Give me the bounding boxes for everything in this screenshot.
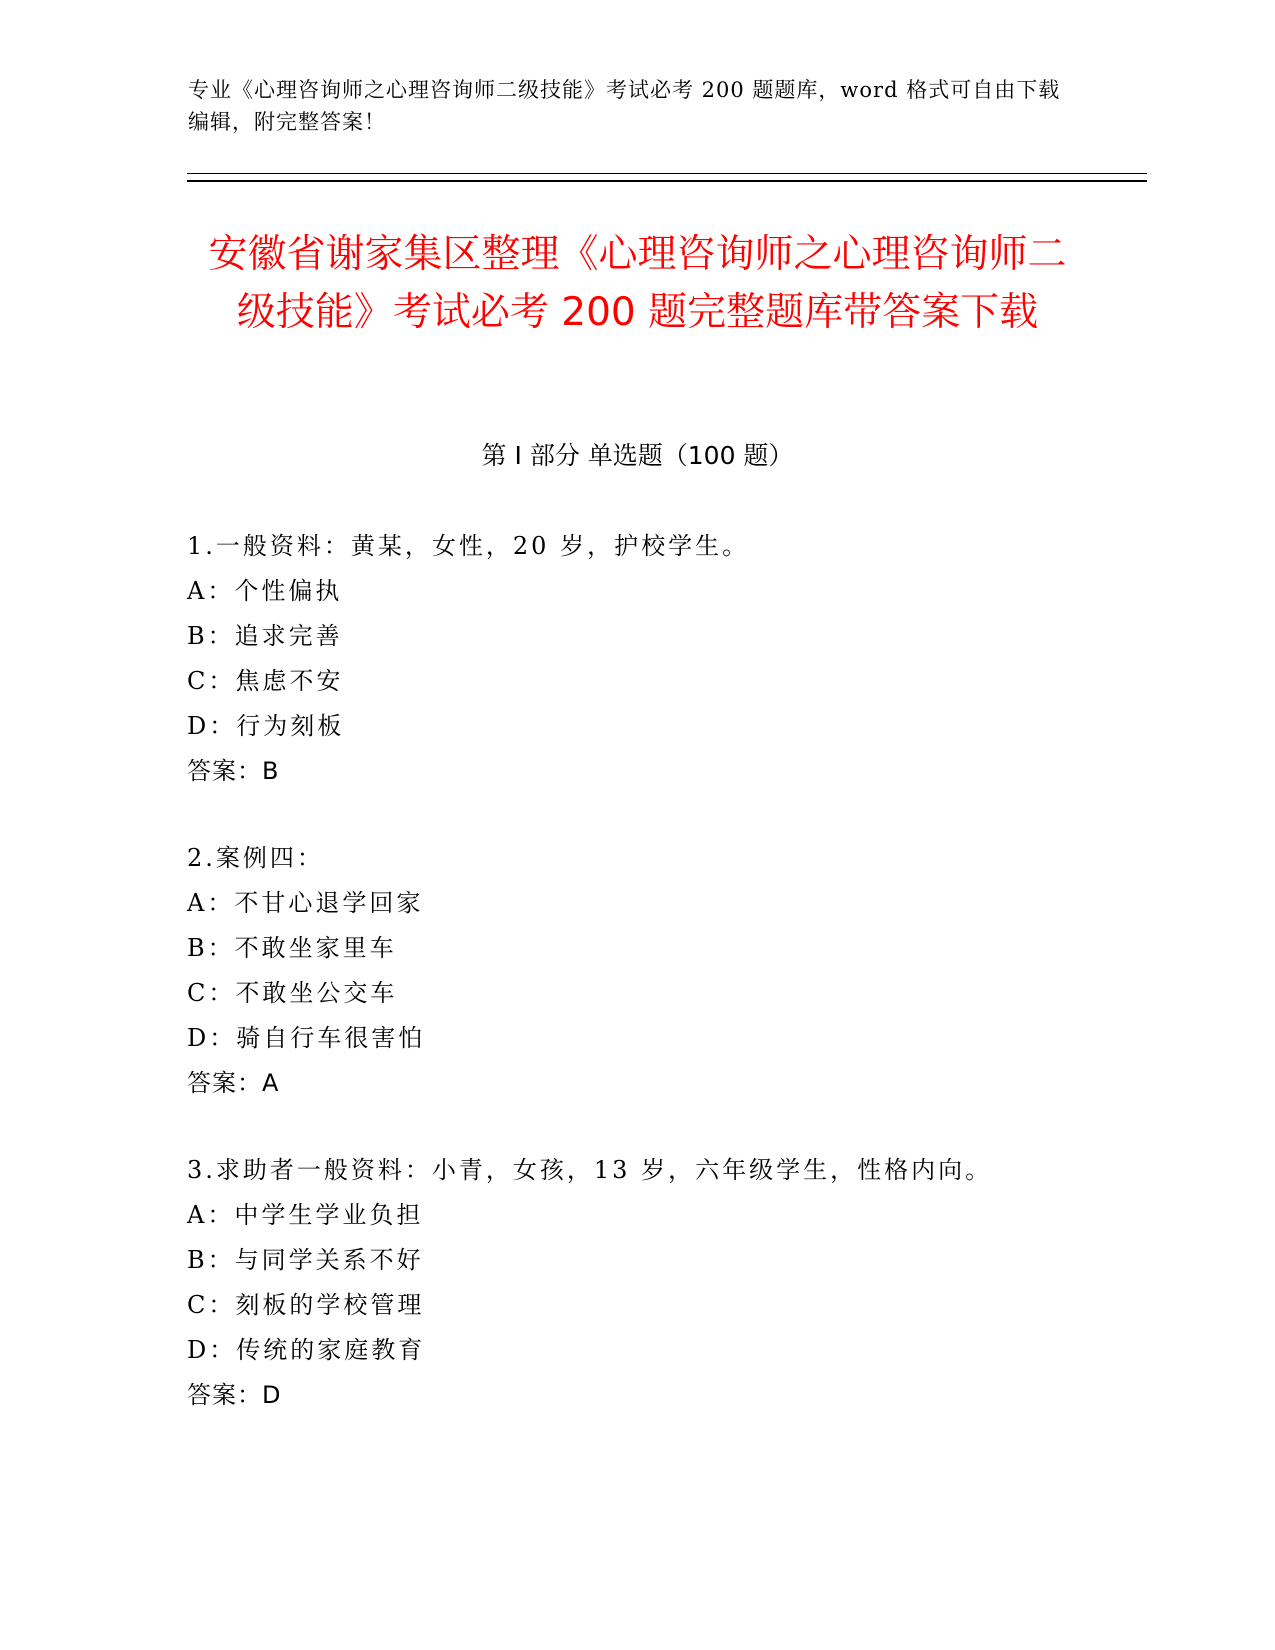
option-c: C：不敢坐公交车 xyxy=(187,979,398,1007)
header-note: 专业《心理咨询师之心理咨询师二级技能》考试必考 200 题题库，word 格式可自由下载编辑，附完整答案！ xyxy=(188,78,1061,134)
option-a: A：个性偏执 xyxy=(187,577,343,605)
option-c: C：刻板的学校管理 xyxy=(187,1291,425,1319)
answer: 答案：B xyxy=(187,757,280,785)
option-a: A：中学生学业负担 xyxy=(187,1201,424,1229)
question-list xyxy=(187,524,1087,1460)
header-divider-bottom xyxy=(187,180,1147,182)
question-stem: 2.案例四： xyxy=(187,844,324,872)
question-1 xyxy=(187,524,1087,794)
question-2 xyxy=(187,836,1087,1106)
option-d: D：骑自行车很害怕 xyxy=(187,1024,426,1052)
option-b: B：追求完善 xyxy=(187,622,343,650)
option-c: C：焦虑不安 xyxy=(187,667,344,695)
option-d: D：行为刻板 xyxy=(187,712,345,740)
section-title: 第 I 部分 单选题（100 题） xyxy=(481,441,794,470)
header-divider-top xyxy=(187,173,1147,174)
option-b: B：不敢坐家里车 xyxy=(187,934,397,962)
document-title: 安徽省谢家集区整理《心理咨询师之心理咨询师二级技能》考试必考 200 题完整题库带答案下载 xyxy=(208,232,1067,335)
answer: 答案：A xyxy=(187,1069,280,1097)
option-d: D：传统的家庭教育 xyxy=(187,1336,426,1364)
option-b: B：与同学关系不好 xyxy=(187,1246,424,1274)
answer: 答案：D xyxy=(187,1381,282,1409)
question-3 xyxy=(187,1148,1087,1418)
option-a: A：不甘心退学回家 xyxy=(187,889,424,917)
question-stem: 1.一般资料：黄某，女性，20 岁，护校学生。 xyxy=(187,532,750,560)
question-stem: 3.求助者一般资料：小青，女孩，13 岁，六年级学生，性格内向。 xyxy=(187,1156,993,1184)
